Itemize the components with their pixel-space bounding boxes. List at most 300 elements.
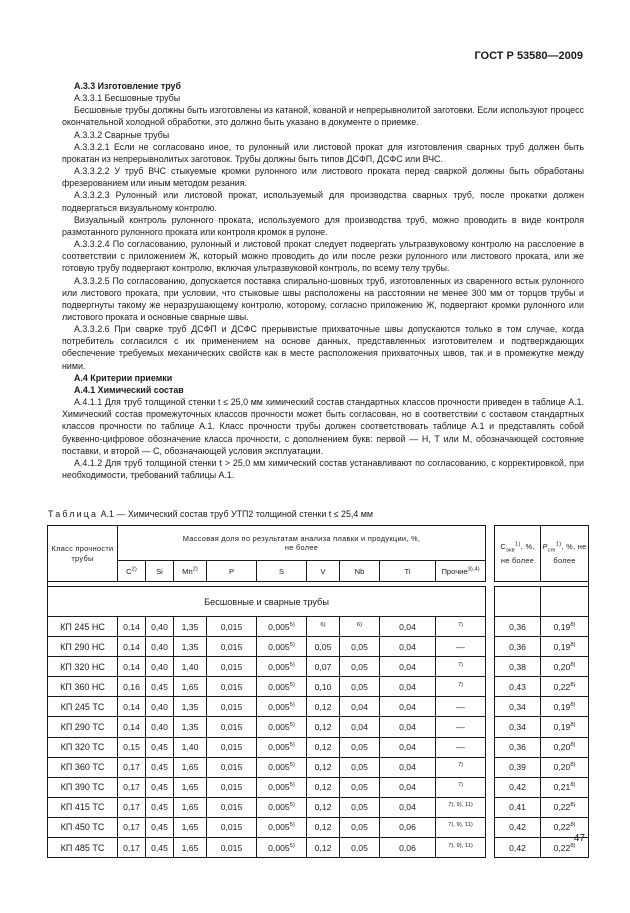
- cell-mn: [174, 637, 207, 657]
- cell-s: [257, 757, 307, 777]
- cell-grade-value: КП 360 НС: [60, 681, 105, 692]
- cell-p-value: 0,015: [220, 701, 243, 712]
- element-note: 3),4): [467, 565, 480, 572]
- cell-other: [436, 697, 486, 717]
- cell-nb: [340, 838, 380, 858]
- cell-v: [307, 797, 340, 817]
- cell-s: [257, 737, 307, 757]
- cell-ti: [380, 817, 436, 837]
- cell-mn-value: 1,65: [181, 822, 199, 833]
- chemical-composition-table: [47, 525, 589, 858]
- cell-mn: [174, 777, 207, 797]
- cell-pcm-value: 0,19: [553, 641, 571, 652]
- cell-gap: [486, 717, 495, 737]
- cell-cekv: [495, 677, 541, 697]
- cell-s: [257, 777, 307, 797]
- cell-si: [146, 797, 174, 817]
- section-row: [48, 587, 589, 617]
- cell-other-note: 7), 9), 11): [448, 802, 473, 809]
- cell-cekv: [495, 777, 541, 797]
- section-heading: А.3.3 Изготовление труб: [74, 81, 181, 91]
- cell-nb-value: 0,05: [351, 842, 368, 853]
- cell-cekv: [495, 817, 541, 837]
- cell-pcm-value: 0,20: [553, 762, 571, 773]
- cell-s-value: 0,005: [268, 722, 290, 733]
- cell-s-note: 5): [289, 722, 295, 729]
- section-gap: [486, 587, 495, 617]
- cell-pcm-note: 8): [570, 702, 576, 709]
- cell-pcm-value: 0,20: [553, 742, 571, 753]
- cell-cekv: [495, 697, 541, 717]
- cell-gap: [486, 677, 495, 697]
- cell-cekv-value: 0,36: [509, 742, 526, 753]
- table-row: [48, 697, 589, 717]
- cell-other: [436, 657, 486, 677]
- header-gap: [486, 526, 495, 582]
- cell-grade: [48, 697, 118, 717]
- cell-nb-value: 0,05: [351, 802, 368, 813]
- table-row: [48, 637, 589, 657]
- cell-si: [146, 757, 174, 777]
- paragraph: А.3.3.2.5 По согласованию, допускается поставка спирально-шовных труб, изготовленных из сваренного встык рулонного или листового проката, при условии, что стыковые швы расположены на расстоянии не менее 300 мм от торцов трубы и подвергнуты такому же неразрушающему контролю, которому, согласно приложению Ж, подвергают кромки рулонного или листового проката и основные сварные швы.: [62, 275, 584, 322]
- cell-s-note: 5): [289, 762, 295, 769]
- element-name: P: [228, 566, 235, 576]
- cell-s-value: 0,005: [268, 802, 290, 813]
- cell-other-value: —: [456, 641, 465, 652]
- cell-si-value: 0,40: [151, 621, 168, 632]
- cell-ti-value: 0,06: [399, 822, 416, 833]
- cell-p-value: 0,015: [220, 742, 243, 753]
- element-name: S: [278, 566, 285, 576]
- cell-pcm-note: 8): [570, 842, 576, 849]
- cell-nb: [340, 657, 380, 677]
- cell-other: [436, 777, 486, 797]
- section-title: Бесшовные и сварные трубы: [48, 587, 486, 617]
- cell-ti: [380, 697, 436, 717]
- cell-other: [436, 817, 486, 837]
- cell-si: [146, 717, 174, 737]
- cell-cekv-value: 0,42: [509, 782, 526, 793]
- p-cm-note: 1): [555, 541, 562, 548]
- cell-p-value: 0,015: [220, 822, 243, 833]
- p-cm-symbol: P: [542, 541, 548, 551]
- cell-si: [146, 817, 174, 837]
- cell-mn: [174, 657, 207, 677]
- paragraph: А.4.1.1 Для труб толщиной стенки t ≤ 25,0 мм химический состав стандартных классов прочности приведен в таблице А.1. Химический состав промежуточных классов прочности может быть согласован, но в соответствии с составом стандартных классов прочности по таблице А.1. Класс прочности трубы должен соответствовать таблице А.1 и представлять собой буквенно-цифровое обозначение класса прочности, с дополнением букв: первой — Н, Т или М, обозначающей состояние поставки, и второй — С, обозначающей условия эксплуатации.: [62, 397, 584, 456]
- cell-v-value: 0,05: [314, 641, 332, 652]
- cell-ti-value: 0,04: [399, 762, 416, 773]
- cell-p: [207, 637, 257, 657]
- cell-s-value: 0,005: [268, 621, 290, 632]
- cell-gap: [486, 838, 495, 858]
- cell-grade: [48, 777, 118, 797]
- cell-mn-value: 1,65: [181, 762, 199, 773]
- cell-s-value: 0,005: [268, 762, 290, 773]
- paragraph: А.3.3.1 Бесшовные трубы: [74, 93, 181, 104]
- cell-s: [257, 637, 307, 657]
- cell-ti-value: 0,04: [399, 802, 416, 813]
- cell-p: [207, 737, 257, 757]
- cell-grade: [48, 717, 118, 737]
- cell-mn-value: 1,40: [181, 742, 199, 753]
- cell-grade: [48, 677, 118, 697]
- cell-c-value: 0,14: [123, 701, 140, 712]
- cell-pcm: [541, 697, 589, 717]
- cell-p-value: 0,015: [220, 661, 243, 672]
- section-empty-1: [495, 587, 541, 617]
- cell-cekv-value: 0,38: [509, 661, 526, 672]
- element-header: [118, 561, 146, 582]
- cell-mn: [174, 677, 207, 697]
- cell-gap: [486, 737, 495, 757]
- cell-s: [257, 838, 307, 858]
- cell-cekv: [495, 637, 541, 657]
- cell-v-value: 0,12: [314, 701, 332, 712]
- cell-c: [118, 817, 146, 837]
- cell-mn-value: 1,35: [181, 621, 199, 632]
- cell-p: [207, 777, 257, 797]
- cell-v: [307, 757, 340, 777]
- cell-pcm-note: 8): [570, 782, 576, 789]
- cell-p: [207, 617, 257, 637]
- cell-cekv-value: 0,36: [509, 641, 526, 652]
- element-name: Ti: [404, 566, 411, 576]
- cell-pcm-value: 0,22: [553, 822, 571, 833]
- table-row: [48, 817, 589, 837]
- cell-p-value: 0,015: [220, 782, 243, 793]
- paragraph: А.3.3.2.6 При сварке труб ДСФП и ДСФС прерывистые прихваточные швы допускаются только в том случае, когда потребитель согласился с их применением на основе данных, представленных изготовителем и подтверждающих обеспечение требуемых механических свойств как в месте расположения прихваточных швов, так и в промежутке между ними.: [62, 324, 584, 371]
- cell-nb: [340, 717, 380, 737]
- cell-ti-value: 0,04: [399, 681, 416, 692]
- cell-nb-value: 0,05: [351, 641, 368, 652]
- cell-mn-value: 1,40: [181, 661, 199, 672]
- cell-pcm-value: 0,22: [553, 802, 571, 813]
- cell-si-value: 0,45: [151, 782, 168, 793]
- cell-nb: [340, 677, 380, 697]
- cell-gap: [486, 617, 495, 637]
- cell-other-value: —: [456, 742, 465, 753]
- cell-mn-value: 1,65: [181, 842, 199, 853]
- cell-si-value: 0,40: [151, 701, 168, 712]
- cell-other: [436, 617, 486, 637]
- cell-other-note: 7): [457, 661, 464, 668]
- cell-c: [118, 697, 146, 717]
- cell-gap: [486, 637, 495, 657]
- cell-grade: [48, 797, 118, 817]
- cell-si-value: 0,45: [151, 822, 168, 833]
- cell-c: [118, 677, 146, 697]
- cell-grade-value: КП 415 ТС: [60, 802, 105, 813]
- cell-pcm-value: 0,19: [553, 621, 571, 632]
- table-row: [48, 617, 589, 637]
- header-mass-fraction: Массовая доля по результатам анализа плавки и продукции, %, не более: [118, 526, 486, 561]
- cell-ti-value: 0,06: [399, 842, 416, 853]
- table-caption-label: Таблица: [48, 509, 99, 519]
- cell-s: [257, 677, 307, 697]
- cell-si: [146, 617, 174, 637]
- element-header: [380, 561, 436, 582]
- body-text: [62, 80, 584, 481]
- cell-nb-value: 0,05: [351, 661, 368, 672]
- cell-cekv: [495, 757, 541, 777]
- cell-v: [307, 677, 340, 697]
- cell-ti-value: 0,04: [399, 742, 416, 753]
- cell-other: [436, 717, 486, 737]
- c-ekv-rest: , %, не более: [500, 541, 535, 565]
- cell-mn-value: 1,65: [181, 802, 199, 813]
- cell-other: [436, 737, 486, 757]
- cell-pcm: [541, 777, 589, 797]
- paragraph: Бесшовные трубы должны быть изготовлены из катаной, кованой и непрерывнолитой заготовки. Если используют процесс окончательной холодной обработки, это должно быть указано в документе о приемке.: [62, 105, 584, 128]
- cell-si: [146, 777, 174, 797]
- cell-ti: [380, 677, 436, 697]
- cell-mn: [174, 617, 207, 637]
- element-name: Si: [156, 566, 163, 576]
- cell-pcm: [541, 797, 589, 817]
- cell-nb-value: 0,05: [351, 742, 368, 753]
- cell-ti: [380, 617, 436, 637]
- c-ekv-sub: экв: [505, 547, 516, 554]
- element-name: Mn: [182, 566, 193, 576]
- cell-nb-value: 0,05: [351, 782, 368, 793]
- cell-c: [118, 617, 146, 637]
- cell-other: [436, 757, 486, 777]
- cell-other-note: 7), 9), 11): [448, 822, 473, 829]
- cell-pcm-note: 8): [570, 641, 576, 648]
- cell-pcm-note: 8): [570, 742, 576, 749]
- cell-s: [257, 657, 307, 677]
- cell-s-note: 5): [289, 702, 295, 709]
- cell-ti: [380, 757, 436, 777]
- cell-other: [436, 838, 486, 858]
- paragraph: А.3.3.2.3 Рулонный или листовой прокат, используемый для производства сварных труб, после прокатки должен подвергаться визуальному контролю.: [62, 190, 584, 213]
- cell-c: [118, 637, 146, 657]
- cell-pcm: [541, 657, 589, 677]
- cell-mn: [174, 757, 207, 777]
- cell-ti-value: 0,04: [399, 722, 416, 733]
- cell-s-value: 0,005: [268, 742, 290, 753]
- cell-v-value: 0,12: [314, 822, 332, 833]
- cell-si-value: 0,40: [151, 661, 168, 672]
- cell-v-note: 6): [320, 621, 326, 628]
- cell-other-value: —: [456, 722, 465, 733]
- cell-si-value: 0,45: [151, 842, 168, 853]
- element-header: [257, 561, 307, 582]
- cell-grade-value: КП 245 НС: [60, 621, 105, 632]
- table-row: [48, 797, 589, 817]
- cell-c-value: 0,14: [123, 621, 140, 632]
- cell-si-value: 0,45: [151, 742, 168, 753]
- c-ekv-symbol: C: [500, 541, 506, 551]
- cell-c: [118, 838, 146, 858]
- cell-grade-value: КП 290 НС: [60, 641, 105, 652]
- cell-pcm-note: 8): [570, 661, 576, 668]
- element-name: V: [320, 566, 326, 576]
- cell-pcm-note: 8): [570, 762, 576, 769]
- cell-mn-value: 1,35: [181, 722, 199, 733]
- cell-v: [307, 717, 340, 737]
- cell-nb: [340, 757, 380, 777]
- cell-c: [118, 737, 146, 757]
- cell-s: [257, 717, 307, 737]
- cell-si: [146, 737, 174, 757]
- cell-ti: [380, 777, 436, 797]
- cell-ti: [380, 657, 436, 677]
- cell-s-note: 5): [289, 681, 295, 688]
- cell-v: [307, 657, 340, 677]
- cell-v-value: 0,07: [314, 661, 332, 672]
- cell-cekv-value: 0,39: [509, 762, 526, 773]
- cell-s: [257, 697, 307, 717]
- element-header: [307, 561, 340, 582]
- cell-cekv-value: 0,43: [509, 681, 526, 692]
- element-name: C: [126, 566, 132, 576]
- cell-mn: [174, 838, 207, 858]
- cell-p-value: 0,015: [220, 641, 243, 652]
- cell-pcm-value: 0,21: [553, 782, 571, 793]
- table-row: [48, 838, 589, 858]
- cell-v: [307, 777, 340, 797]
- cell-v: [307, 817, 340, 837]
- cell-grade-value: КП 320 НС: [60, 661, 105, 672]
- cell-gap: [486, 657, 495, 677]
- cell-mn: [174, 797, 207, 817]
- cell-pcm-value: 0,22: [553, 681, 571, 692]
- header-class: Класс прочности трубы: [48, 526, 118, 582]
- cell-mn: [174, 717, 207, 737]
- cell-pcm-value: 0,22: [553, 842, 571, 853]
- cell-nb-value: 0,04: [351, 722, 368, 733]
- cell-grade-value: КП 390 ТС: [60, 782, 105, 793]
- cell-c: [118, 757, 146, 777]
- cell-c-value: 0,14: [123, 661, 140, 672]
- cell-gap: [486, 757, 495, 777]
- table-row: [48, 717, 589, 737]
- p-cm-rest: , %, не более: [553, 541, 587, 565]
- element-note: 2): [192, 565, 198, 572]
- cell-cekv: [495, 617, 541, 637]
- cell-v-value: 0,10: [314, 681, 332, 692]
- cell-pcm-note: 8): [570, 722, 576, 729]
- cell-s-note: 5): [289, 641, 295, 648]
- table-row: [48, 677, 589, 697]
- cell-nb-value: 0,05: [351, 681, 368, 692]
- cell-v-value: 0,12: [314, 762, 332, 773]
- cell-c-value: 0,17: [123, 802, 140, 813]
- table-row: [48, 777, 589, 797]
- cell-pcm: [541, 717, 589, 737]
- cell-s-note: 5): [289, 661, 295, 668]
- cell-nb-value: 0,04: [351, 701, 368, 712]
- cell-c: [118, 717, 146, 737]
- cell-p: [207, 797, 257, 817]
- cell-grade-value: КП 320 ТС: [60, 742, 105, 753]
- cell-c-value: 0,14: [123, 641, 140, 652]
- cell-cekv-value: 0,34: [509, 722, 526, 733]
- cell-cekv-value: 0,42: [509, 842, 526, 853]
- cell-si: [146, 637, 174, 657]
- element-header: [436, 561, 486, 582]
- table-header-row: [48, 526, 589, 561]
- cell-nb: [340, 777, 380, 797]
- cell-c-value: 0,16: [123, 681, 140, 692]
- cell-nb-note: 6): [356, 621, 363, 628]
- cell-gap: [486, 697, 495, 717]
- cell-p-value: 0,015: [220, 621, 243, 632]
- cell-si: [146, 677, 174, 697]
- element-header: [340, 561, 380, 582]
- header-p-cm: [541, 526, 589, 582]
- section-heading: А.4 Критерии приемки: [74, 372, 173, 383]
- cell-pcm: [541, 757, 589, 777]
- cell-pcm-note: 8): [570, 802, 576, 809]
- element-name: Nb: [354, 566, 365, 576]
- cell-c-value: 0,17: [123, 782, 140, 793]
- paragraph: А.3.3.2.4 По согласованию, рулонный и листовой прокат следует подвергать ультразвуковому контролю на расслоение в соответствии с приложением Ж, который можно проводить до или после резки рулонного или листового проката, или же готовую трубу подвергают контролю, включая ультразвуковой контроль, по всему телу трубы.: [62, 239, 584, 274]
- cell-other: [436, 637, 486, 657]
- cell-other: [436, 797, 486, 817]
- cell-si: [146, 838, 174, 858]
- cell-ti-value: 0,04: [399, 782, 416, 793]
- cell-p: [207, 677, 257, 697]
- cell-v-value: 0,12: [314, 842, 332, 853]
- cell-ti: [380, 797, 436, 817]
- paragraph: Визуальный контроль рулонного проката, используемого для производства труб, можно проводить в виде контроля размотанного рулонного проката или контроля кромок в рулоне.: [62, 214, 584, 237]
- cell-si-value: 0,45: [151, 802, 168, 813]
- cell-v: [307, 637, 340, 657]
- table-caption-text: Химический состав труб УТП2 толщиной стенки t ≤ 25,4 мм: [127, 509, 373, 519]
- paragraph: А.3.3.2 Сварные трубы: [74, 129, 170, 140]
- cell-mn: [174, 737, 207, 757]
- cell-v-value: 0,12: [314, 722, 332, 733]
- cell-grade-value: КП 450 ТС: [60, 822, 105, 833]
- table-caption: [48, 508, 588, 520]
- cell-s-value: 0,005: [268, 782, 290, 793]
- cell-p: [207, 817, 257, 837]
- c-ekv-note: 1): [515, 541, 521, 548]
- cell-p-value: 0,015: [220, 681, 243, 692]
- section-empty-2: [541, 587, 589, 617]
- cell-other-note: 7): [457, 782, 464, 789]
- cell-s: [257, 617, 307, 637]
- cell-nb: [340, 737, 380, 757]
- cell-ti-value: 0,04: [399, 661, 416, 672]
- cell-pcm-note: 8): [570, 621, 576, 628]
- cell-other-value: —: [456, 701, 465, 712]
- cell-p: [207, 717, 257, 737]
- cell-s: [257, 817, 307, 837]
- cell-p: [207, 838, 257, 858]
- cell-si: [146, 697, 174, 717]
- cell-grade: [48, 757, 118, 777]
- cell-pcm-value: 0,19: [553, 701, 571, 712]
- cell-s-note: 5): [289, 802, 295, 809]
- table-caption-number: А.1 —: [100, 509, 126, 519]
- section-heading: А.4.1 Химический состав: [74, 384, 184, 395]
- cell-ti-value: 0,04: [399, 621, 416, 632]
- cell-mn: [174, 697, 207, 717]
- cell-v-value: 0,12: [314, 782, 332, 793]
- cell-gap: [486, 817, 495, 837]
- cell-c: [118, 777, 146, 797]
- cell-s-value: 0,005: [268, 641, 290, 652]
- cell-c-value: 0,17: [123, 842, 140, 853]
- cell-grade-value: КП 360 ТС: [60, 762, 105, 773]
- cell-grade-value: КП 290 ТС: [60, 722, 105, 733]
- cell-si: [146, 657, 174, 677]
- cell-s-note: 5): [289, 822, 295, 829]
- cell-c-value: 0,14: [123, 722, 140, 733]
